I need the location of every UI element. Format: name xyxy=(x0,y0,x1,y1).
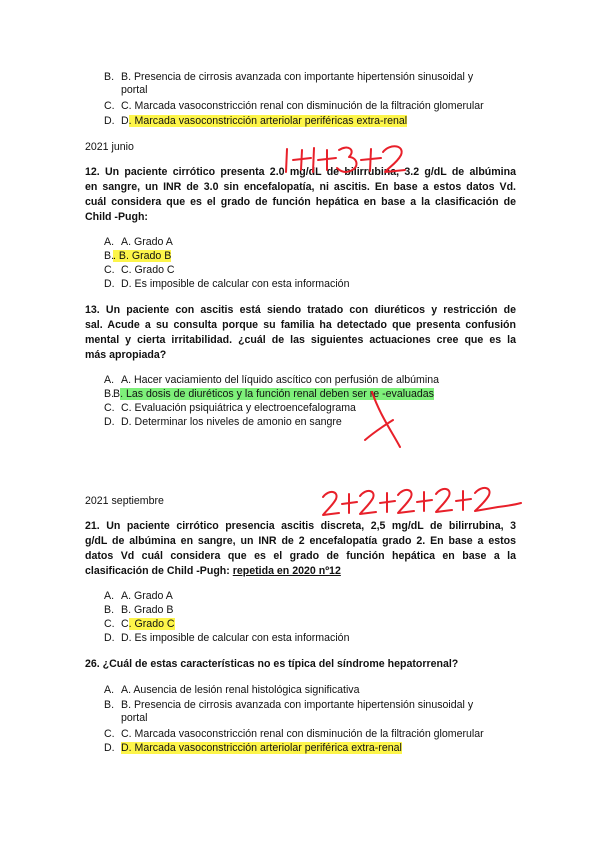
section-date: 2021 junio xyxy=(85,141,134,153)
option-a: A. A. Grado A xyxy=(104,236,173,248)
question-26: 26. ¿Cuál de estas características no es típica del síndrome hepatorrenal? xyxy=(85,658,459,670)
question-21: 21. Un paciente cirrótico presencia ascitis discreta, 2,5 mg/dL de bilirrubina, 3 g/dL de albúmina en sangre, un INR de 2 encefalopatía grado 2. En base a estos datos Vd cuál considera que es el grado de función hepática en base a la clasificación de Child -Pugh: repetida en 2020 nº12 xyxy=(85,520,516,577)
handwritten-score-septiembre xyxy=(323,488,521,515)
highlight-yellow: D. Marcada vasoconstricción arteriolar periférica extra-renal xyxy=(121,742,402,754)
option-b: B. B. Grado B xyxy=(104,604,174,616)
option-c: C. C. Marcada vasoconstricción renal con disminución de la filtración glomerular xyxy=(104,728,484,740)
option-c: C. C. Evaluación psiquiátrica y electroencefalograma xyxy=(104,402,356,414)
option-text: B. Presencia de cirrosis avanzada con importante hipertensión sinusoidal y xyxy=(121,71,474,83)
option-d: D. D. Es imposible de calcular con esta información xyxy=(104,632,350,644)
highlight-green: . Las dosis de diuréticos y la función renal deben ser re -evaluadas xyxy=(120,388,434,400)
option-text: C. Marcada vasoconstricción renal con disminución de la filtración glomerular xyxy=(121,100,484,112)
repeat-note: repetida en 2020 nº12 xyxy=(232,565,341,577)
option-c-prev: C. C. Marcada vasoconstricción renal con disminución de la filtración glomerular xyxy=(104,100,516,113)
option-text: D xyxy=(121,115,129,127)
option-d: D. D. Marcada vasoconstricción arteriolar periférica extra-renal xyxy=(104,742,402,754)
section-date: 2021 septiembre xyxy=(85,495,164,507)
option-c: C. C. Grado C xyxy=(104,264,175,276)
option-a: A. A. Hacer vaciamiento del líquido ascítico con perfusión de albúmina xyxy=(104,374,439,386)
option-c: C. C. Grado C xyxy=(104,618,175,630)
option-d-prev: D. D. Marcada vasoconstricción arteriolar periféricas extra-renal xyxy=(104,115,408,127)
option-d: D. D. Es imposible de calcular con esta información xyxy=(104,278,350,290)
option-text-cont: portal xyxy=(121,84,148,96)
option-b: B. . B. Grado B xyxy=(104,250,172,262)
option-a: A. A. Grado A xyxy=(104,590,173,602)
highlight-yellow: . Marcada vasoconstricción arteriolar periféricas extra-renal xyxy=(128,115,408,127)
question-13: 13. Un paciente con ascitis está siendo tratado con diuréticos y restricción de sal. Acude a su consulta porque su familia ha detectado que presenta confusión mental y cierta irritabilidad. ¿cuál de las siguientes actuaciones cree que es la más apropiada? xyxy=(85,304,516,361)
question-12: 12. Un paciente cirrótico presenta 2.0 mg/dL de bilirrubina, 3.2 g/dL de albúmina en sangre, un INR de 3.0 sin encefalopatía, ni ascitis. En base a estos datos Vd. cuál considera que es el grado de función hepática en base a la clasificación de Child -Pugh: xyxy=(85,166,516,223)
highlight-yellow: . Grado C xyxy=(128,618,175,630)
option-a: A. A. Ausencia de lesión renal histológica significativa xyxy=(104,684,360,696)
option-d: D. D. Determinar los niveles de amonio en sangre xyxy=(104,416,342,428)
highlight-yellow: . B. Grado B xyxy=(113,250,172,262)
option-b: B. B. Presencia de cirrosis avanzada con importante hipertensión sinusoidal y portal xyxy=(104,699,474,724)
option-b-prev: B. B. Presencia de cirrosis avanzada con importante hipertensión sinusoidal y portal xyxy=(104,71,516,97)
option-b: B. B. Las dosis de diuréticos y la función renal deben ser re -evaluadas xyxy=(104,388,434,400)
